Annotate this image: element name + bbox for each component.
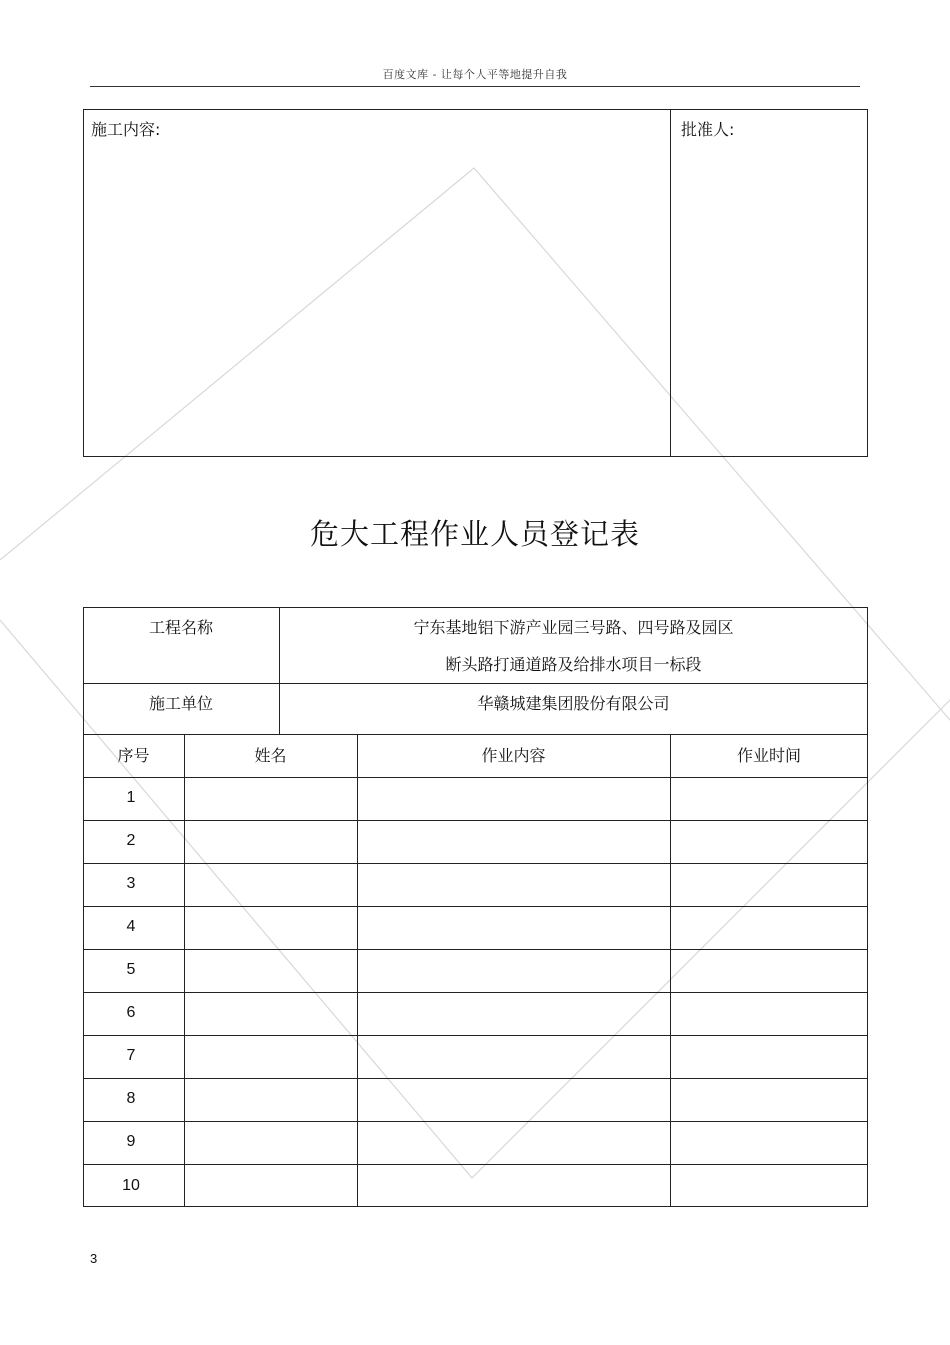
column-header-work-content: 作业内容: [481, 746, 546, 765]
contractor-value: 华赣城建集团股份有限公司: [477, 694, 670, 713]
row-divider: [83, 1164, 868, 1165]
column-divider: [357, 734, 358, 1207]
row-number: 3: [126, 875, 136, 892]
column-header-work-time: 作业时间: [736, 746, 801, 765]
header-rule: [90, 86, 860, 87]
row-divider: [83, 949, 868, 950]
row-number: 10: [122, 1177, 140, 1194]
contractor-label: 施工单位: [148, 694, 213, 713]
row-divider: [83, 1035, 868, 1036]
column-header-name: 姓名: [254, 746, 287, 765]
header-text: 百度文库 - 让每个人平等地提升自我: [382, 68, 568, 81]
row-number: 7: [126, 1047, 136, 1064]
row-divider: [83, 1121, 868, 1122]
construction-content-label: 施工内容:: [91, 120, 161, 139]
row-number: 6: [126, 1004, 136, 1021]
project-name-label: 工程名称: [148, 618, 213, 637]
column-header-seq: 序号: [117, 746, 150, 765]
table-divider: [83, 734, 868, 735]
row-number: 5: [126, 961, 136, 978]
row-number: 4: [126, 918, 136, 935]
project-name-line2: 断头路打通道路及给排水项目一标段: [445, 655, 702, 674]
row-divider: [83, 863, 868, 864]
row-divider: [83, 820, 868, 821]
row-number: 8: [126, 1090, 136, 1107]
row-divider: [83, 992, 868, 993]
page-number: 3: [90, 1251, 98, 1266]
column-divider: [184, 734, 185, 1207]
approval-box: [83, 109, 868, 457]
row-number: 2: [126, 832, 136, 849]
row-divider: [83, 906, 868, 907]
row-divider: [83, 1078, 868, 1079]
form-title: 危大工程作业人员登记表: [309, 517, 640, 551]
table-divider: [83, 683, 868, 684]
project-name-line1: 宁东基地铝下游产业园三号路、四号路及园区: [413, 618, 734, 637]
column-divider: [670, 734, 671, 1207]
approval-box-divider: [670, 109, 671, 457]
row-number: 1: [126, 789, 136, 806]
row-number: 9: [126, 1133, 136, 1150]
row-divider: [83, 777, 868, 778]
approver-label: 批准人:: [681, 120, 735, 139]
